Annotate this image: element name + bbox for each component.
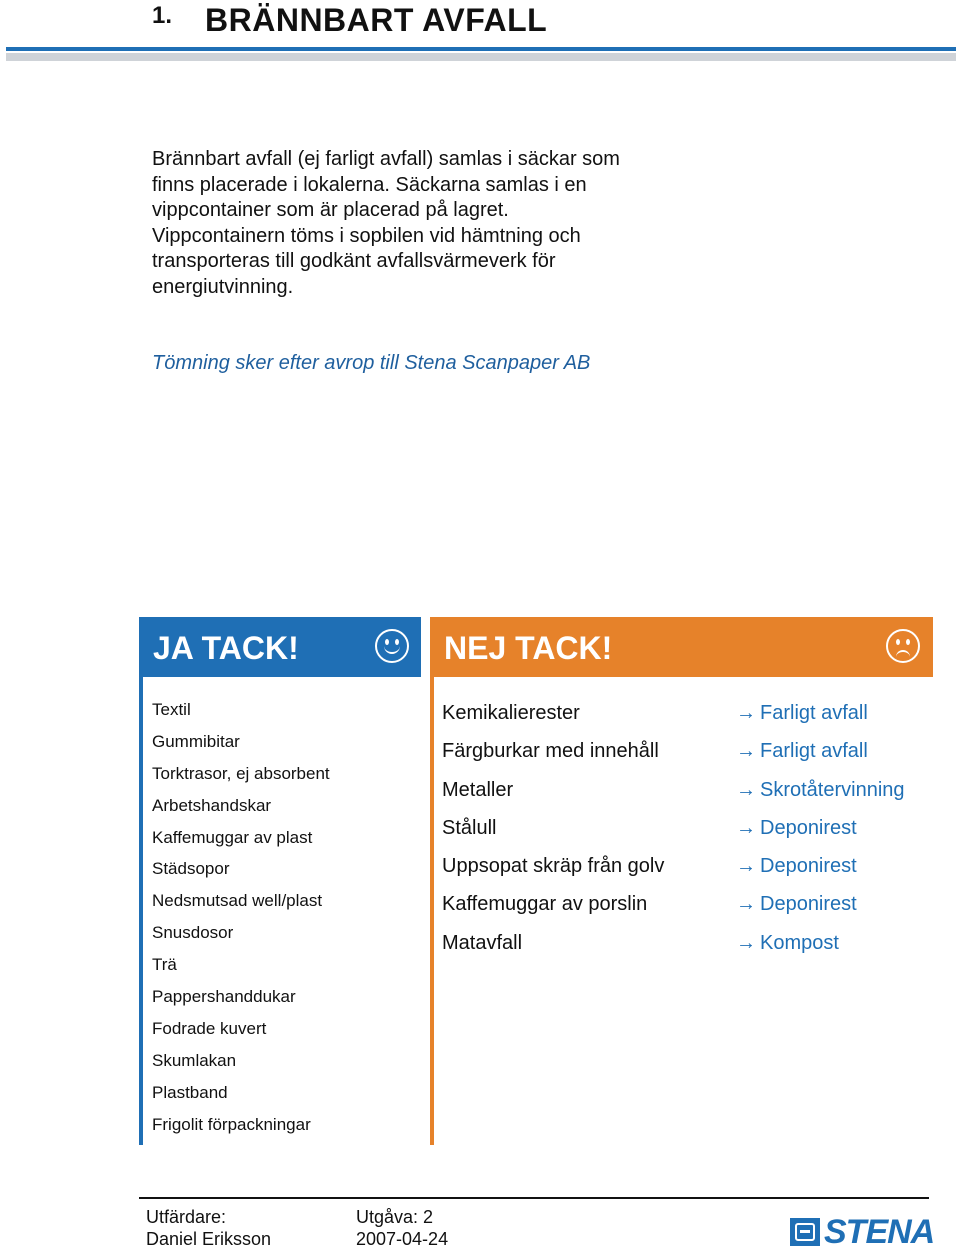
collection-note: Tömning sker efter avrop till Stena Scanpaper AB [152,352,591,374]
edition-label: Utgåva: 2 [356,1207,434,1227]
no-list-item [442,777,932,815]
section-number: 1. [152,2,173,29]
yes-list-item: Torktrasor, ej absorbent [152,763,330,783]
page-title: BRÄNNBART AVFALL [205,2,548,38]
arrow-right-icon: → [736,893,756,916]
no-item-destination: Kompost [760,931,839,954]
no-item-label: Kaffemuggar av porslin [442,893,648,916]
no-list-item [442,815,932,853]
no-list-item [442,891,932,929]
arrow-right-icon: → [736,702,756,724]
issuer-name: Daniel Eriksson [146,1229,272,1249]
footer-rule [139,1197,929,1199]
smiley-face-icon [375,629,409,663]
stena-logo-icon [790,1218,820,1246]
no-item-label: Metaller [442,778,514,801]
arrow-right-icon: → [736,855,756,878]
yes-box-title: JA TACK! [153,630,299,666]
yes-box-header [139,617,421,677]
no-item-destination: Deponirest [760,893,857,916]
no-box-border [430,677,434,1145]
no-list-item [442,738,932,776]
issue-date: 2007-04-24 [356,1229,449,1249]
yes-box-border [139,677,143,1145]
yes-list-item: Städsopor [152,859,230,879]
yes-items-list [152,698,330,1144]
no-list-item [442,930,932,968]
no-list-item [442,700,932,738]
header-rule [6,47,956,51]
no-item-label: Färgburkar med innehåll [442,740,659,763]
stena-logo [790,1215,934,1249]
issuer-label: Utfärdare: [146,1207,227,1227]
yes-list-item: Skumlakan [152,1050,237,1070]
no-item-destination: Deponirest [760,855,857,878]
stena-logo-text: STENA [824,1213,935,1251]
yes-list-item: Nedsmutsad well/plast [152,891,323,911]
no-item-destination: Farligt avfall [760,740,868,763]
arrow-right-icon: → [736,931,756,954]
arrow-right-icon: → [736,816,756,839]
no-item-label: Matavfall [442,931,523,954]
yes-list-item: Arbetshandskar [152,795,272,815]
arrow-right-icon: → [736,740,756,763]
no-item-destination: Skrotåtervinning [760,778,905,801]
no-box-title: NEJ TACK! [444,630,613,666]
no-item-label: Kemikalierester [442,702,580,724]
yes-list-item: Gummibitar [152,731,240,751]
yes-list-item: Frigolit förpackningar [152,1114,311,1134]
no-box-header [430,617,933,677]
yes-list-item: Textil [152,700,191,719]
arrow-right-icon: → [736,778,756,801]
header-shadow-rule [6,53,956,61]
yes-list-item: Trä [152,955,177,975]
no-list-item [442,853,932,891]
no-item-label: Uppsopat skräp från golv [442,855,665,878]
no-item-label: Stålull [442,816,497,839]
yes-list-item: Pappershanddukar [152,987,296,1007]
yes-list-item: Plastband [152,1082,228,1102]
yes-list-item: Kaffemuggar av plast [152,827,313,847]
yes-list-item: Fodrade kuvert [152,1018,267,1038]
yes-list-item: Snusdosor [152,923,234,943]
no-items-list [442,700,932,968]
no-item-destination: Farligt avfall [760,702,868,724]
intro-paragraph: Brännbart avfall (ej farligt avfall) samlas i säckar som finns placerade i lokalerna. Säckarna samlas i en vippcontainer som är placerad på lagret. Vippcontainern töms i sopbilen vid hämtning och transporteras till godkänt avfallsvärmeverk för energiutvinning. [152,148,620,298]
frowning-face-icon [886,629,920,663]
no-item-destination: Deponirest [760,816,857,839]
